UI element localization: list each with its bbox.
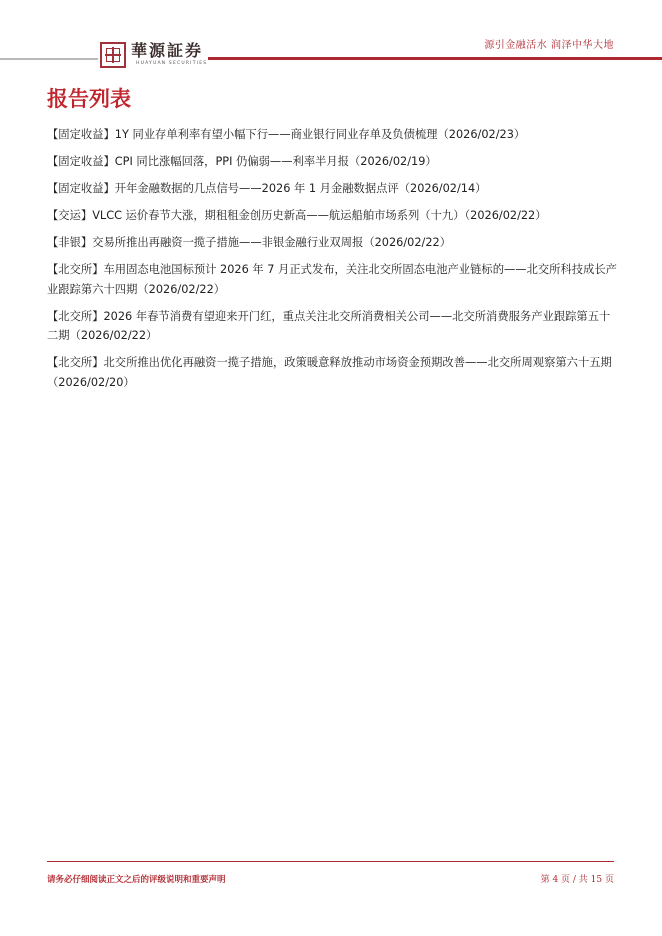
logo-vertical-bar: [112, 47, 114, 63]
report-link[interactable]: 【交运】VLCC 运价春节大涨，期租租金创历史新高——航运船舶市场系列（十九）（2026/02/22）: [47, 209, 547, 222]
page-title: 报告列表: [47, 87, 131, 111]
footer-divider: [47, 861, 614, 862]
report-link[interactable]: 【固定收益】1Y 同业存单利率有望小幅下行——商业银行同业存单及负债梳理（2026/02/23）: [47, 128, 526, 141]
huayuan-logo-icon: [100, 42, 126, 68]
company-slogan: 源引金融活水 润泽中华大地: [484, 40, 614, 51]
company-logo-name: 華源証券: [131, 41, 204, 60]
header-divider-red: [208, 57, 662, 60]
report-link[interactable]: 【北交所】北交所推出优化再融资一揽子措施，政策暖意释放推动市场资金预期改善——北交所周观察第六十五期（2026/02/20）: [47, 356, 612, 389]
company-logo-subtitle: HUAYUAN SECURITIES: [136, 61, 208, 66]
report-list: [47, 125, 617, 400]
report-link[interactable]: 【固定收益】开年金融数据的几点信号——2026 年 1 月金融数据点评（2026/02/14）: [47, 182, 487, 195]
report-link[interactable]: 【固定收益】CPI 同比涨幅回落，PPI 仍偏弱——利率半月报（2026/02/19）: [47, 155, 437, 168]
report-link[interactable]: 【北交所】2026 年春节消费有望迎来开门红，重点关注北交所消费相关公司——北交所消费服务产业跟踪第五十二期（2026/02/22）: [47, 309, 611, 342]
page-number: 第 4 页 / 共 15 页: [540, 875, 614, 885]
report-link[interactable]: 【非银】交易所推出再融资一揽子措施——非银金融行业双周报（2026/02/22）: [47, 236, 452, 249]
footer-disclaimer: 请务必仔细阅读正文之后的评级说明和重要声明: [47, 875, 226, 885]
report-link[interactable]: 【北交所】车用固态电池国标预计 2026 年 7 月正式发布，关注北交所固态电池产业链标的——北交所科技成长产业跟踪第六十四期（2026/02/22）: [47, 263, 617, 296]
header-divider-gray: [0, 58, 98, 60]
